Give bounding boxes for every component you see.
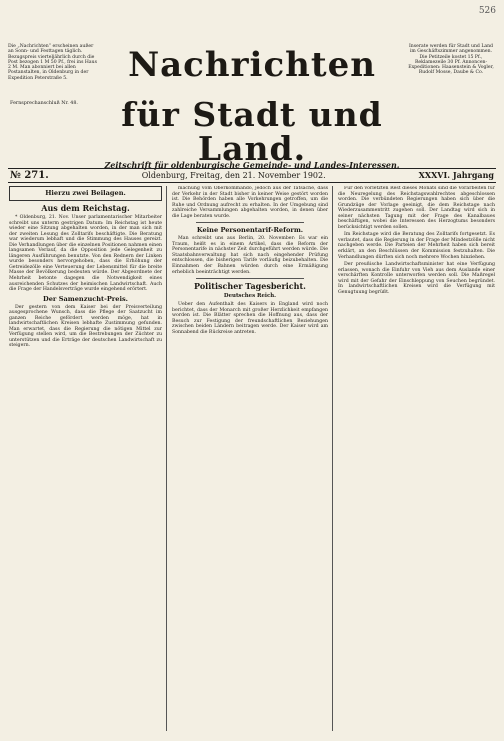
advertising-note: Inserate werden für Stadt und Land im Geschäftszimmer angenommen. Die Petitzeile kostet 15 Pf., Reklamezeile 30 Pf. Annoncen-Expeditionen: Haasenstein & Vogler, Rudolf Mosse, Daube & Co. xyxy=(408,44,494,76)
dateline xyxy=(10,170,494,181)
phone-note: Fernsprechanschluß Nr. 48. xyxy=(10,101,78,106)
column-2 xyxy=(172,186,328,731)
column-divider xyxy=(332,186,333,731)
article-text: Der preußische Landwirtschaftsminister hat eine Verfügung erlassen, wonach die Einfuhr von Vieh aus dem Auslande einer verschärften Kontrolle unterworfen werden soll. Die Maßregel wird mit der Gefahr der Einschleppung von Seuchen begründet. In landwirtschaftlichen Kreisen wird die Verfügung mit Genugtuung begrüßt. xyxy=(338,262,495,295)
dateline-rule xyxy=(8,182,496,183)
issue-number: № 271. xyxy=(10,170,49,181)
issue-date: Oldenburg, Freitag, den 21. November 1902. xyxy=(141,171,326,180)
article-text: machung vom Oberkommando, jedoch aus der Tatsache, dass der Verkehr in der Stadt bisher in keiner Weise gestört worden ist. Die Behörden haben alle Vorkehrungen getroffen, um die Ruhe und Ordnung aufrecht zu erhalten. In der Umgebung sind zahlreiche Versammlungen abgehalten worden, in denen über die Lage beraten wurde. xyxy=(172,186,328,219)
article-heading: Aus dem Reichstag. xyxy=(41,203,130,213)
article-text: Für den vorletzten Rest dieses Monats sind die Vorarbeiten für die Neuregelung des Reichstagswahlrechtes abgeschlossen worden. Die verbündeten Regierungen haben sich über die Grundzüge der Vorlage geeinigt, die dem Reichstage nach Wiederzusammentritt zugehen soll. Der Landtag wird sich in seiner nächsten Tagung mit der Frage des Kanalbaues beschäftigen, wobei die Interessen des Herzogtums besonders berücksichtigt werden sollen. xyxy=(338,186,495,230)
volume-year: XXXVI. Jahrgang xyxy=(418,170,494,180)
supplement-heading: Hierzu zwei Beilagen. xyxy=(45,189,126,197)
article-heading: Der Samenzucht-Preis. xyxy=(43,294,128,303)
article-text: Im Reichstage wird die Beratung des Zolltarifs fortgesetzt. Es verlautet, dass die Regierung in der Frage der Mindestzölle nicht nachgeben werde. Die Parteien der Mehrheit haben sich bereit erklärt, an den Beschlüssen der Kommission festzuhalten. Die Verhandlungen dürften sich noch mehrere Wochen hinziehen. xyxy=(338,232,495,260)
subscription-note: Die „Nachrichten“ erscheinen außer an Sonn- und Festtagen täglich. Bezugspreis vierteljährlich durch die Post bezogen 1 M 50 Pf., frei ins Haus 2 M. Man abonniert bei allen Postanstalten, in Oldenburg in der Expedition Peterstraße 5. xyxy=(8,44,97,81)
section-separator xyxy=(196,278,304,279)
masthead-line-1: Nachrichten xyxy=(128,45,376,85)
page-number: 526 xyxy=(478,6,496,16)
column-1 xyxy=(9,186,162,731)
article-text: Der gestern von dem Kaiser bei der Preisverteilung ausgesprochene Wunsch, dass die Pflege der Saatzucht im ganzen Reiche gefördert werden möge, hat in landwirtschaftlichen Kreisen lebhafte Zustimmung gefunden. Man erwartet, dass die Regierung die nötigen Mittel zur Verfügung stellen wird, um die Bestrebungen der Züchter zu unterstützen und die Erträge der deutschen Landwirtschaft zu steigern. xyxy=(9,304,162,349)
masthead-subtitle: Zeitschrift für oldenburgische Gemeinde- und Landes-Interessen. xyxy=(104,160,400,170)
article-heading: Keine Personentarif-Reform. xyxy=(196,226,304,235)
column-3 xyxy=(338,186,495,731)
masthead-line-2: für Stadt und Land. xyxy=(121,95,383,168)
top-rule xyxy=(8,168,496,169)
column-divider xyxy=(166,186,167,731)
article-text: * Oldenburg, 21. Nov. Unser parlamentarischer Mitarbeiter schreibt uns unterm gestrigen Datum: Im Reichstag ist heute wieder eine Sitzung abgehalten worden, in der man sich mit der zweiten Lesung des Zolltarifs beschäftigte. Die Beratung war wiederum lebhaft und die Stimmung des Hauses gereizt. Die Verhandlungen über die einzelnen Positionen nahmen einen langsamen Verlauf, da die Opposition jede Gelegenheit zu längeren Ausführungen benutzte. Von den Rednern der Linken wurde besonders hervorgehoben, dass die Erhöhung der Getreidezölle eine Verteuerung der Lebensmittel für die breite Masse der Bevölkerung bedeuten würde. Der Abgeordnete der Mehrheit betonte dagegen die Notwendigkeit eines ausreichenden Schutzes der heimischen Landwirtschaft. Auch die Frage der Handelsverträge wurde eingehend erörtert. xyxy=(9,215,162,293)
article-text: Ueber den Aufenthalt des Kaisers in England wird noch berichtet, dass der Monarch mit großer Herzlichkeit empfangen worden ist. Die Blätter sprechen die Hoffnung aus, dass der Besuch zur Festigung der freundschaftlichen Beziehungen zwischen beiden Ländern beitragen werde. Der Kaiser wird am Sonnabend die Rückreise antreten. xyxy=(172,302,328,335)
subsection-heading: Deutsches Reich. xyxy=(223,293,277,300)
supplement-box xyxy=(9,186,162,201)
section-heading: Politischer Tagesbericht. xyxy=(194,281,306,292)
masthead xyxy=(92,45,412,168)
article-text: Man schreibt uns aus Berlin, 20. November: Es war ein Traum, heißt es in einem Artikel, dass die Reform der Personentarife in nächster Zeit durchgeführt werden würde. Die Staatsbahnverwaltung hat sich nach eingehender Prüfung entschlossen, die bisherigen Tarife vorläufig beizubehalten. Die Einnahmen der Bahnen würden durch eine Ermäßigung erheblich beeinträchtigt werden. xyxy=(172,236,328,275)
section-separator xyxy=(196,222,304,223)
